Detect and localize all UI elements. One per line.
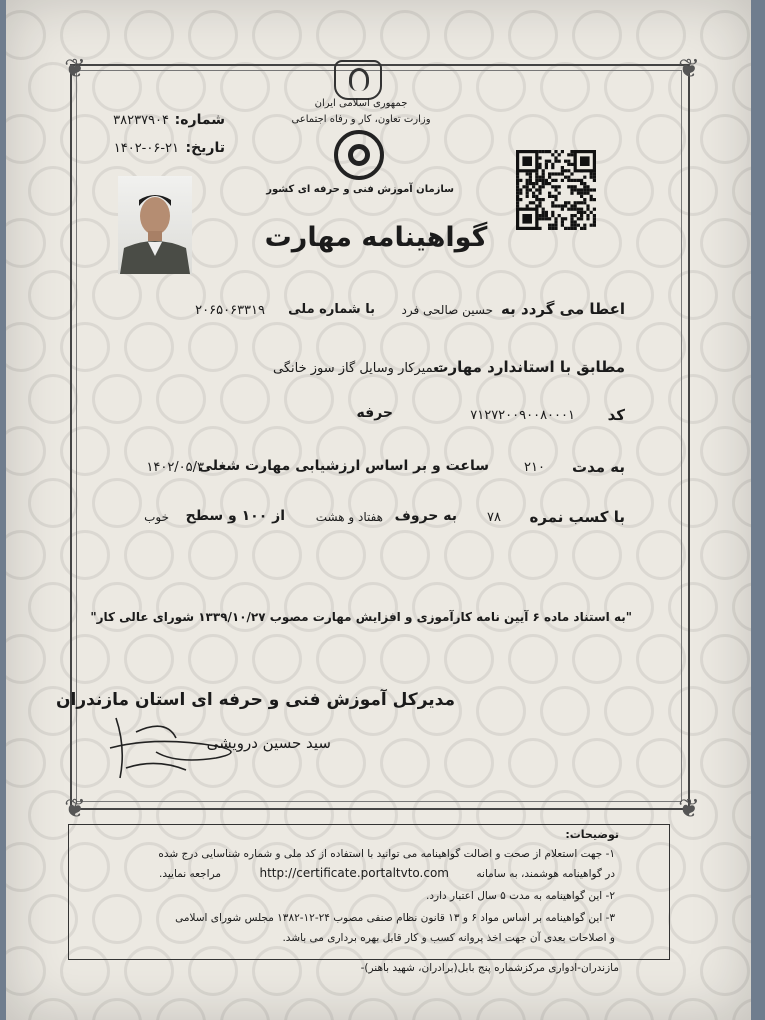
ministry-name: وزارت تعاون، کار و رفاه اجتماعی: [291, 114, 431, 125]
watermark-logo-icon: [700, 842, 750, 892]
number-value: ۳۸۲۳۷۹۰۴: [113, 113, 169, 128]
watermark-logo-icon: [700, 114, 750, 164]
notes-line-1b: در گواهینامه هوشمند، به سامانه: [476, 868, 615, 880]
duration-label: به مدت: [572, 458, 625, 476]
watermark-logo-icon: [28, 998, 78, 1020]
notes-title: توضیحات:: [565, 828, 619, 841]
corner-ornament-icon: ❦: [64, 794, 86, 824]
trade-label: حرفه: [356, 405, 393, 421]
watermark-logo-icon: [6, 114, 46, 164]
certificate-title: گواهینامه مهارت: [264, 222, 488, 253]
watermark-logo-icon: [508, 10, 558, 60]
duration-hours: ۲۱۰: [524, 460, 545, 475]
watermark-logo-icon: [572, 10, 622, 60]
watermark-logo-icon: [700, 738, 750, 788]
date-value: ۱۴۰۲-۰۶-۲۱: [113, 141, 179, 156]
watermark-logo-icon: [476, 998, 526, 1020]
watermark-logo-icon: [284, 998, 334, 1020]
watermark-logo-icon: [348, 998, 398, 1020]
notes-line-3a: ۳- این گواهینامه بر اساس مواد ۶ و ۱۳ قانون نظام صنفی مصوب ۲۴-۱۲-۱۳۸۲ مجلس شورای اسلامی: [175, 912, 615, 924]
score-words: هفتاد و هشت: [315, 510, 383, 524]
corner-ornament-icon: ❦: [64, 54, 86, 84]
watermark-logo-icon: [6, 530, 46, 580]
notes-line-2: ۲- این گواهینامه به مدت ۵ سال اعتبار دارد.: [426, 890, 615, 902]
certificate-sheet: [6, 0, 751, 1020]
granted-label: اعطا می گردد به: [501, 300, 625, 318]
notes-line-1c: مراجعه نمایید.: [159, 868, 221, 880]
code-label: کد: [607, 406, 625, 424]
republic-name: جمهوری اسلامی ایران: [314, 98, 408, 109]
watermark-logo-icon: [732, 582, 751, 632]
watermark-logo-icon: [540, 998, 590, 1020]
watermark-logo-icon: [604, 998, 654, 1020]
watermark-logo-icon: [6, 946, 46, 996]
tvto-logo-icon: [334, 130, 384, 180]
watermark-logo-icon: [668, 998, 718, 1020]
watermark-logo-icon: [156, 998, 206, 1020]
duration-text: ساعت و بر اساس ارزشیابی مهارت شغلی: [198, 458, 489, 474]
score-words-label: به حروف: [394, 508, 457, 524]
watermark-logo-icon: [252, 10, 302, 60]
iran-emblem-icon: [334, 60, 382, 100]
watermark-logo-icon: [700, 946, 750, 996]
watermark-logo-icon: [6, 218, 46, 268]
signatory-title: مدیرکل آموزش فنی و حرفه ای استان مازندران: [56, 690, 455, 710]
verification-url: http://certificate.portaltvto.com: [259, 866, 449, 880]
corner-ornament-icon: ❦: [678, 54, 700, 84]
watermark-logo-icon: [732, 998, 751, 1020]
number-label: شماره:: [174, 112, 225, 128]
watermark-logo-icon: [444, 10, 494, 60]
watermark-logo-icon: [412, 998, 462, 1020]
standard-label: مطابق با استاندارد مهارت: [433, 358, 625, 376]
watermark-logo-icon: [6, 634, 46, 684]
score-level: خوب: [144, 510, 169, 524]
watermark-logo-icon: [6, 10, 46, 60]
watermark-logo-icon: [732, 686, 751, 736]
standard-value: تعمیرکار وسایل گاز سوز خانگی: [273, 361, 443, 376]
score-label: با کسب نمره: [529, 508, 625, 526]
organization-name: سازمان آموزش فنی و حرفه ای کشور: [266, 184, 454, 195]
corner-ornament-icon: ❦: [678, 794, 700, 824]
watermark-logo-icon: [700, 634, 750, 684]
watermark-logo-icon: [316, 10, 366, 60]
watermark-logo-icon: [6, 322, 46, 372]
watermark-logo-icon: [380, 10, 430, 60]
watermark-logo-icon: [6, 738, 46, 788]
watermark-logo-icon: [732, 374, 751, 424]
signatory-name: سید حسین درویشی: [206, 734, 331, 752]
handwritten-signature: [96, 708, 266, 788]
watermark-logo-icon: [700, 322, 750, 372]
notes-line-1a: ۱- جهت استعلام از صحت و اصالت گواهینامه می توانید با استفاده از کد ملی و شماره شناسایی درج شده: [158, 848, 615, 860]
national-id-label: با شماره ملی: [288, 302, 375, 317]
legal-basis: "به استناد ماده ۶ آیین نامه کارآموزی و افزایش مهارت مصوب ۱۳۳۹/۱۰/۲۷ شورای عالی کار": [90, 610, 632, 624]
out-of-label: از ۱۰۰ و سطح: [185, 508, 285, 524]
watermark-logo-icon: [6, 426, 46, 476]
code-value: ۷۱۲۷۲۰۰۹۰۰۸۰۰۰۱: [470, 408, 575, 423]
holder-photo: [118, 176, 192, 274]
holder-name: حسین صالحی فرد: [401, 303, 493, 317]
watermark-logo-icon: [732, 478, 751, 528]
watermark-logo-icon: [732, 894, 751, 944]
watermark-logo-icon: [92, 998, 142, 1020]
issuing-center: مازندران-ادواری مرکزشماره پنج بابل(برادران، شهید باهنر)-: [360, 962, 619, 974]
watermark-logo-icon: [700, 10, 750, 60]
qr-code: [516, 150, 596, 230]
watermark-logo-icon: [700, 426, 750, 476]
watermark-logo-icon: [700, 218, 750, 268]
watermark-logo-icon: [668, 894, 718, 944]
watermark-logo-icon: [6, 842, 46, 892]
assessment-date: ۱۴۰۲/۰۵/۳۰: [146, 460, 211, 475]
watermark-logo-icon: [732, 166, 751, 216]
watermark-logo-icon: [124, 10, 174, 60]
score-value: ۷۸: [487, 510, 501, 525]
watermark-logo-icon: [732, 62, 751, 112]
watermark-logo-icon: [700, 530, 750, 580]
notes-line-3b: و اصلاحات بعدی آن جهت اخذ پروانه کسب و کار قابل بهره برداری می باشد.: [282, 932, 615, 944]
watermark-logo-icon: [220, 998, 270, 1020]
national-id-value: ۲۰۶۵۰۶۳۳۱۹: [195, 303, 265, 318]
date-label: تاریخ:: [185, 140, 225, 156]
watermark-logo-icon: [732, 790, 751, 840]
watermark-logo-icon: [188, 10, 238, 60]
watermark-logo-icon: [732, 270, 751, 320]
